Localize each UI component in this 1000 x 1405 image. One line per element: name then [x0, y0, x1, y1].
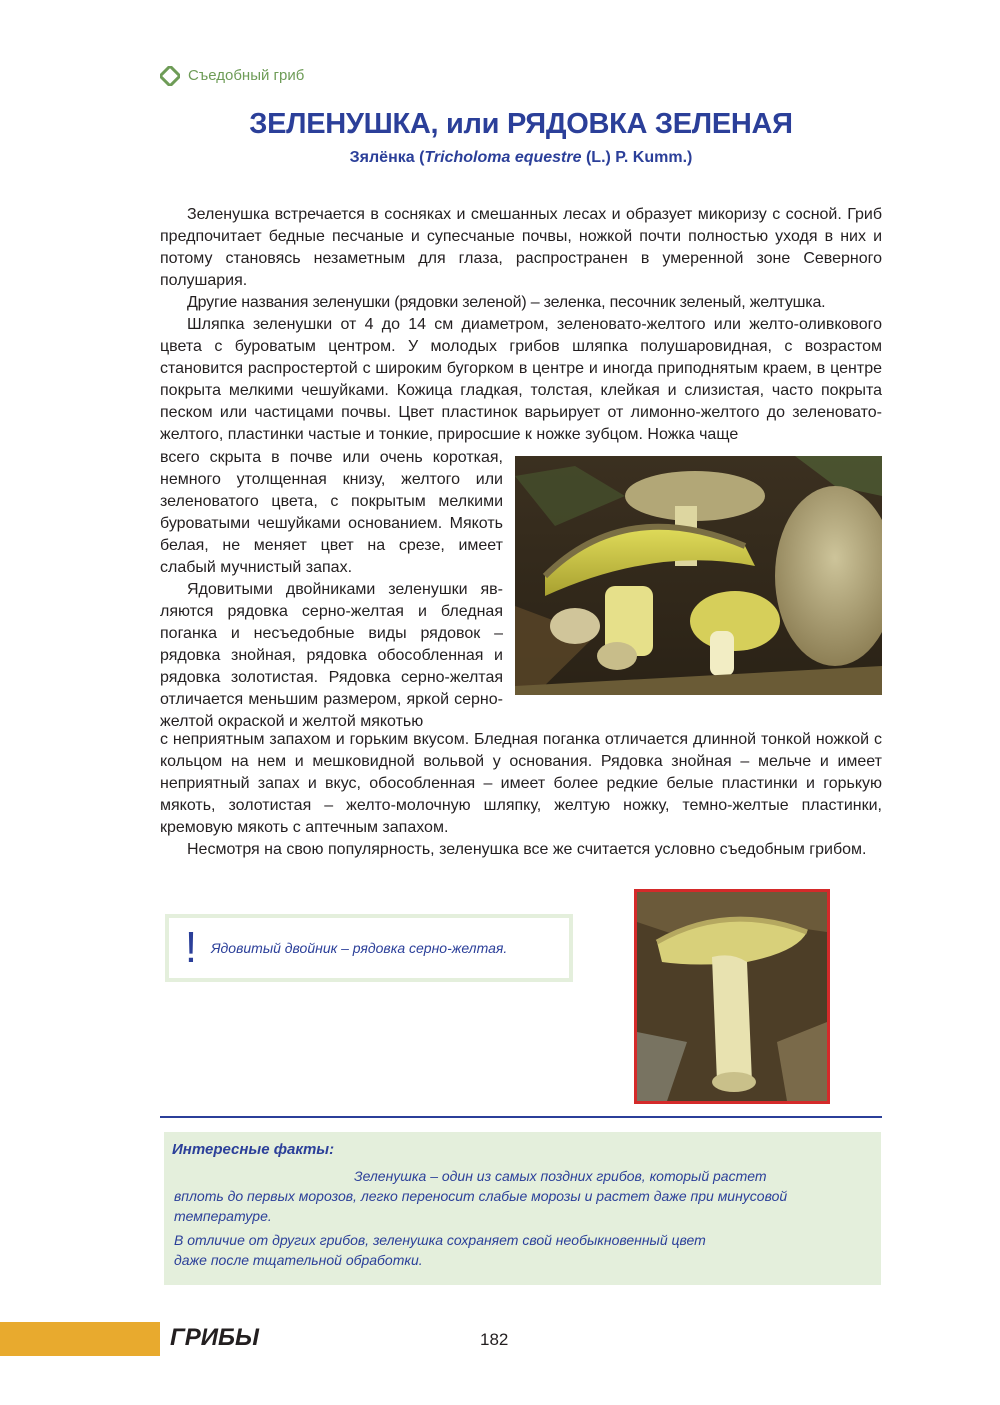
paragraph-names: Другие названия зеленушки (рядовки зеленой) – зеленка, песочник зеленый, желтушка.: [187, 294, 826, 311]
facts-line: вплоть до первых морозов, легко переносит слабые морозы и растет даже при минусовой: [174, 1188, 788, 1204]
page-title: ЗЕЛЕНУШКА, или РЯДОВКА ЗЕЛЕНАЯ: [249, 108, 793, 140]
mushroom-photo-main: [515, 456, 882, 695]
mushroom-photo-twin: [634, 889, 830, 1104]
paragraph-habitat: Зеленушка встречается в сосняках и смешанных лесах и образует микоризу с сосной. Гриб предпочитает бедные песчаные и супесчаные почвы, ножкой почти полностью уходя в них и потому становясь незаметным для глаза, распространен в умеренной зоне Северного полушария.: [160, 206, 882, 289]
page-subtitle: [160, 149, 882, 167]
paragraph-cap: Шляпка зеленушки от 4 до 14 см диаметром, зеленовато-желтого или желто-оливкового цвета с буроватым центром. У молодых грибов шляпка полушаровидная, с возрастом становится распростертой с широким бугорком в центре и иногда приподнятым краем, в центре покрыта мелкими чешуйками. Кожица гладкая, толстая, клейкая и слизистая, часто покрыта песком или частицами почвы. Цвет пластинок варьирует от лимонно-желтого до зеленовато-желтого, пластинки частые и тонкие, приросшие к ножке зубцом. Ножка чаще: [160, 316, 882, 443]
body-top: [160, 204, 882, 446]
footer-bar: [0, 1322, 160, 1356]
paragraph-twins: Ядовитыми двойниками зеленушки являются рядовка серно-желтая и бледная поганка и несъедобные виды рядовок – рядовка знойная, рядовка обособленная и рядовка золотистая. Рядовка серно-желтая отличается меньшим размером, яркой серно-желтой окраской и желтой мякотью: [160, 581, 503, 730]
warning-text: Ядовитый двойник – рядовка серно-желтая.: [211, 940, 508, 956]
body-column: [160, 447, 503, 733]
facts-title: Интересные факты:: [172, 1141, 335, 1158]
subtitle-prefix: Зялёнка (: [349, 149, 425, 166]
paragraph-stem: всего скрыта в почве или очень короткая, немного утолщенная книзу, желтого или зеленоватого цвета, с покрытым мелкими буроватыми чешуйками основанием. Мякоть белая, не меняет цвет на срезе, имеет слабый мучнистый запах.: [160, 449, 503, 576]
paragraph-edibility: Несмотря на свою популярность, зеленушка все же считается условно съедобным грибом.: [187, 841, 867, 858]
body-bottom: [160, 729, 882, 861]
facts-line: температуре.: [174, 1208, 272, 1224]
facts-line: В отличие от других грибов, зеленушка сохраняет свой необыкновенный цвет: [174, 1232, 706, 1248]
warning-box: [165, 914, 573, 982]
diamond-icon: [160, 66, 178, 84]
facts-line: даже после тщательной обработки.: [174, 1252, 423, 1268]
divider: [160, 1116, 882, 1118]
page-number: 182: [480, 1330, 509, 1349]
section-label: ГРИБЫ: [170, 1324, 259, 1351]
facts-box: [164, 1132, 881, 1285]
subtitle-suffix: (L.) P. Kumm.): [581, 149, 693, 166]
exclamation-icon: !: [184, 923, 198, 972]
latin-name: Tricholoma equestre: [424, 149, 582, 166]
paragraph-differences: с неприятным запахом и горьким вкусом. Бледная поганка отличается длинной тонкой ножкой с кольцом на нем и мешковидной вольвой у основания. Рядовка знойная – мельче и имеет неприятный запах и вкус, обособленная – имеет более редкие белые пластинки и горькую мякоть, золотистая – желто-молочную шляпку, желтую ножку, темно-желтые пластинки, кремовую мякоть с аптечным запахом.: [160, 731, 882, 836]
facts-line: Зеленушка – один из самых поздних грибов, который растет: [354, 1168, 767, 1184]
category-label: Съедобный гриб: [188, 66, 305, 84]
category-tag: [160, 66, 304, 84]
